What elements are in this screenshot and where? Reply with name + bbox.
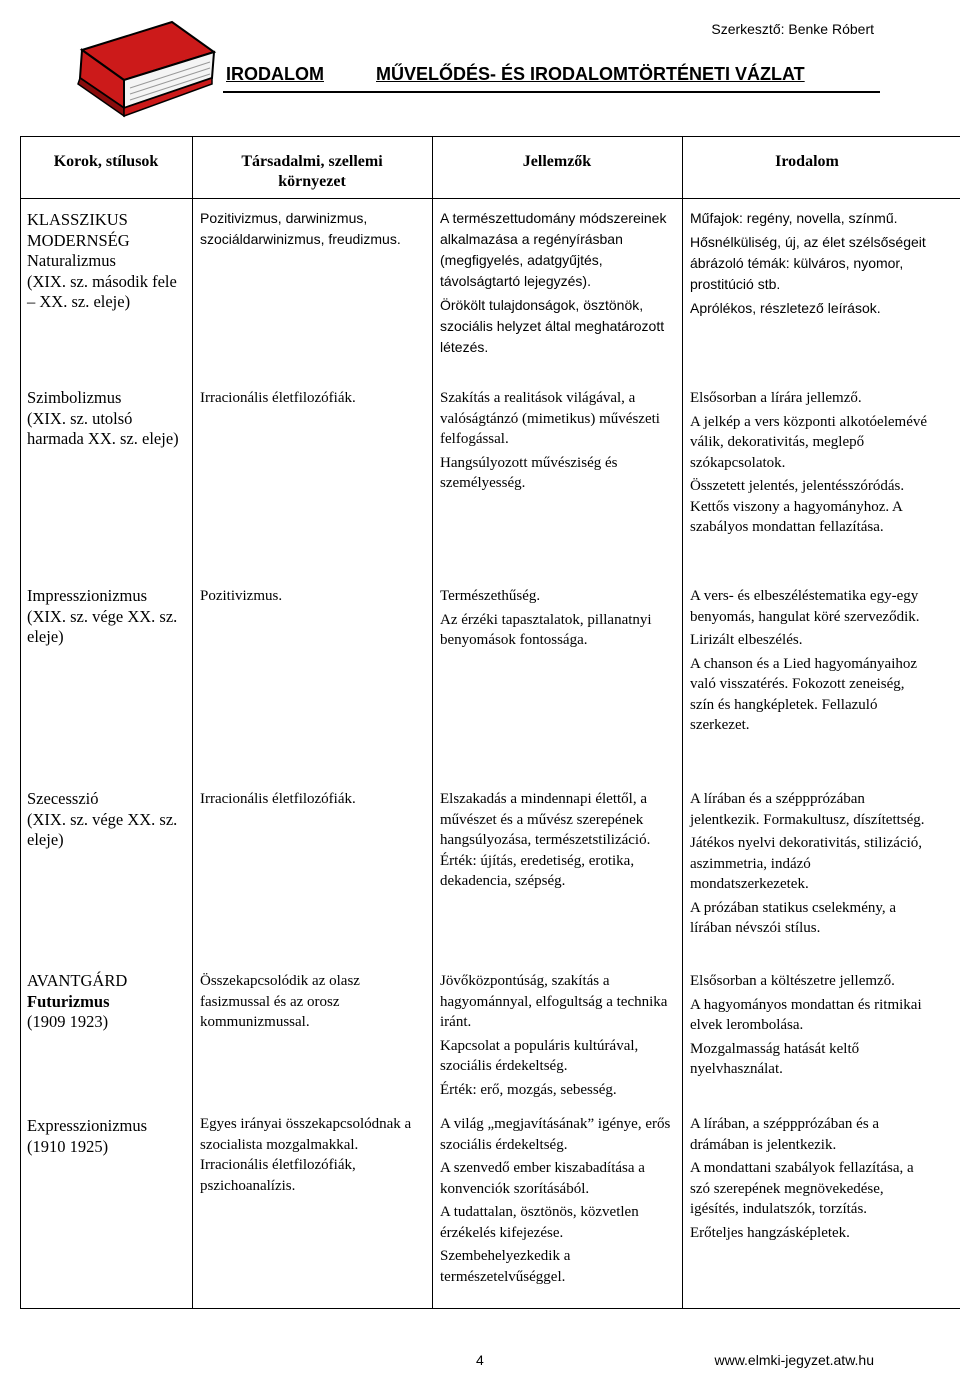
lit-text: Összetett jelentés, jelentésszóródás. Kettős viszony a hagyományhoz. A szabályos mondattan fellazítása.	[690, 478, 905, 535]
era-group-label: KLASSZIKUS MODERNSÉG	[27, 210, 130, 250]
env-cell-naturalizmus	[200, 208, 425, 253]
lit-text: A jelkép a vers központi alkotóelemévé válik, dekorativitás, meglepő szókapcsolatok.	[690, 413, 928, 471]
env-text: Összekapcsolódik az olasz fasizmussal és az orosz kommunizmussal.	[200, 973, 360, 1030]
era-cell-szimbolizmus	[27, 388, 187, 450]
column-divider	[682, 136, 683, 1309]
trait-text: Szakítás a realitások világával, a valóságtánzó (mimetikus) művészeti felfogással.	[440, 390, 660, 447]
lit-text: Mozgalmasság hatását keltő nyelvhasználat.	[690, 1040, 860, 1077]
trait-text: A világ „megjavításának” igénye, erős szociális érdekeltség.	[440, 1116, 671, 1153]
era-dates: (XIX. sz. utolsó harmada XX. sz. eleje)	[27, 408, 179, 448]
era-group-label: AVANTGÁRD	[27, 971, 128, 990]
trait-text: Az érzéki tapasztalatok, pillanatnyi benyomások fontossága.	[440, 611, 652, 648]
lit-text: Játékos nyelvi dekorativitás, stilizáció, aszimmetria, indázó mondatszerkezetek.	[690, 835, 923, 892]
traits-cell-szimbolizmus	[440, 388, 676, 497]
traits-cell-futurizmus	[440, 971, 676, 1103]
lit-text: Aprólékos, részletező leírások.	[690, 300, 881, 316]
trait-text: A természettudomány módszereinek alkalmazása a regényírásban (megfigyelés, adatgyűjtés, távolságtartó lejegyzés).	[440, 210, 667, 289]
trait-text: Örökölt tulajdonságok, ösztönök, szociális helyzet által meghatározott létezés.	[440, 297, 665, 355]
env-text: Pozitivizmus, darwinizmus, szociáldarwinizmus, freudizmus.	[200, 210, 401, 247]
lit-text: Hősnélküliség, új, az élet szélsőségeit ábrázoló témák: külváros, nyomor, prostitúció stb.	[690, 234, 926, 292]
env-cell-expresszionizmus	[200, 1114, 432, 1199]
era-cell-impresszionizmus	[27, 586, 187, 648]
era-dates: (1909 1923)	[27, 1012, 109, 1031]
column-header-literature: Irodalom	[775, 153, 839, 170]
column-header-environment: Társadalmi, szellemi környezet	[241, 153, 383, 190]
trait-text: Hangsúlyozott művésziség és személyesség.	[440, 454, 618, 491]
env-cell-impresszionizmus	[200, 586, 425, 610]
trait-text: Érték: erő, mozgás, sebesség.	[440, 1081, 617, 1098]
book-logo-icon	[72, 18, 222, 128]
header-rule	[223, 91, 880, 93]
trait-text: Természethűség.	[440, 588, 541, 604]
column-divider	[432, 136, 433, 1309]
lit-text: Elsősorban a lírára jellemző.	[690, 390, 862, 406]
lit-text: A lírában és a széppprózában jelentkezik. Formakultusz, díszítettség.	[690, 791, 925, 828]
column-divider	[192, 136, 193, 1309]
lit-cell-futurizmus	[690, 971, 930, 1083]
lit-cell-impresszionizmus	[690, 586, 930, 739]
lit-cell-szimbolizmus	[690, 388, 930, 541]
env-text: Irracionális életfilozófiák.	[200, 390, 356, 406]
era-dates: (1910 1925)	[27, 1136, 109, 1156]
env-cell-szecesszio	[200, 789, 425, 813]
trait-text: Elszakadás a mindennapi élettől, a művészet és a művész szerepének hangsúlyozása, természetstilizáció.	[440, 791, 651, 848]
lit-text: A lírában, a széppprózában és a drámában is jelentkezik.	[690, 1116, 880, 1153]
era-name: Expresszionizmus	[27, 1116, 148, 1135]
env-cell-szimbolizmus	[200, 388, 425, 412]
era-dates: (XIX. sz. vége XX. sz. eleje)	[27, 606, 178, 646]
website-link[interactable]: www.elmki-jegyzet.atw.hu	[714, 1352, 874, 1368]
era-name: Futurizmus	[27, 991, 110, 1011]
lit-cell-szecesszio	[690, 789, 930, 942]
lit-text: Lirizált elbeszélés.	[690, 632, 803, 648]
env-text: Pozitivizmus.	[200, 588, 283, 604]
lit-text: Erőteljes hangzásképletek.	[690, 1224, 850, 1241]
trait-text: A szenvedő ember kiszabadítása a konvenciók szorításából.	[440, 1160, 645, 1197]
env-text: Egyes irányai összekapcsolódnak a szocialista mozgalmakkal.	[200, 1116, 412, 1153]
header-divider	[20, 198, 960, 199]
trait-text: A tudattalan, ösztönös, közvetlen érzékelés kifejezése.	[440, 1204, 639, 1241]
era-name: Naturalizmus	[27, 251, 116, 270]
lit-cell-expresszionizmus	[690, 1114, 930, 1246]
traits-cell-impresszionizmus	[440, 586, 676, 654]
era-dates: (XIX. sz. vége XX. sz. eleje)	[27, 809, 178, 849]
era-name: Szecesszió	[27, 789, 99, 808]
page-title: MŰVELŐDÉS- ÉS IRODALOMTÖRTÉNETI VÁZLAT	[376, 64, 805, 84]
env-text: Irracionális életfilozófiák.	[200, 791, 356, 807]
trait-text: Érték: újítás, eredetiség, erotika, dekadencia, szépség.	[440, 852, 635, 889]
lit-text: A hagyományos mondattan és ritmikai elvek lerombolása.	[690, 996, 922, 1033]
era-dates: (XIX. sz. második fele – XX. sz. eleje)	[27, 271, 177, 311]
subject-title: IRODALOM	[226, 64, 324, 84]
traits-cell-szecesszio	[440, 789, 676, 895]
lit-text: A mondattani szabályok fellazítása, a szó szerepének megnövekedése, igésítés, indulatszók, torzítás.	[690, 1160, 914, 1217]
traits-cell-naturalizmus	[440, 208, 676, 361]
lit-text: A prózában statikus cselekmény, a lírában névszói stílus.	[690, 899, 897, 936]
era-name: Szimbolizmus	[27, 388, 122, 407]
env-cell-futurizmus	[200, 971, 425, 1036]
era-cell-szecesszio	[27, 789, 187, 851]
lit-text: A chanson és a Lied hagyományaihoz való visszatérés. Fokozott zeneiség, szín és hangképletek. Fellazuló szerkezet.	[690, 655, 918, 733]
era-cell-expresszionizmus	[27, 1116, 187, 1157]
lit-text: Műfajok: regény, novella, színmű.	[690, 210, 898, 226]
lit-text: Elsősorban a költészetre jellemző.	[690, 973, 895, 989]
editor-credit: Szerkesztő: Benke Róbert	[711, 21, 874, 37]
traits-cell-expresszionizmus	[440, 1114, 676, 1290]
trait-text: Szembehelyezkedik a természetelvűséggel.	[440, 1248, 571, 1285]
era-cell-naturalizmus	[27, 210, 187, 313]
page-number: 4	[476, 1352, 484, 1368]
lit-text: A vers- és elbeszéléstematika egy-egy benyomás, hangulat köré szerveződik.	[690, 588, 920, 625]
trait-text: Jövőközpontúság, szakítás a hagyománnyal, elfogultság a technika iránt.	[440, 973, 668, 1030]
env-text: Irracionális életfilozófiák, pszichoanalízis.	[200, 1157, 356, 1194]
trait-text: Kapcsolat a populáris kultúrával, szociális érdekeltség.	[440, 1037, 639, 1074]
lit-cell-naturalizmus	[690, 208, 930, 322]
column-header-eras: Korok, stílusok	[53, 153, 159, 170]
column-header-traits: Jellemzők	[522, 153, 592, 170]
era-name: Impresszionizmus	[27, 586, 148, 605]
era-cell-futurizmus	[27, 971, 187, 1033]
